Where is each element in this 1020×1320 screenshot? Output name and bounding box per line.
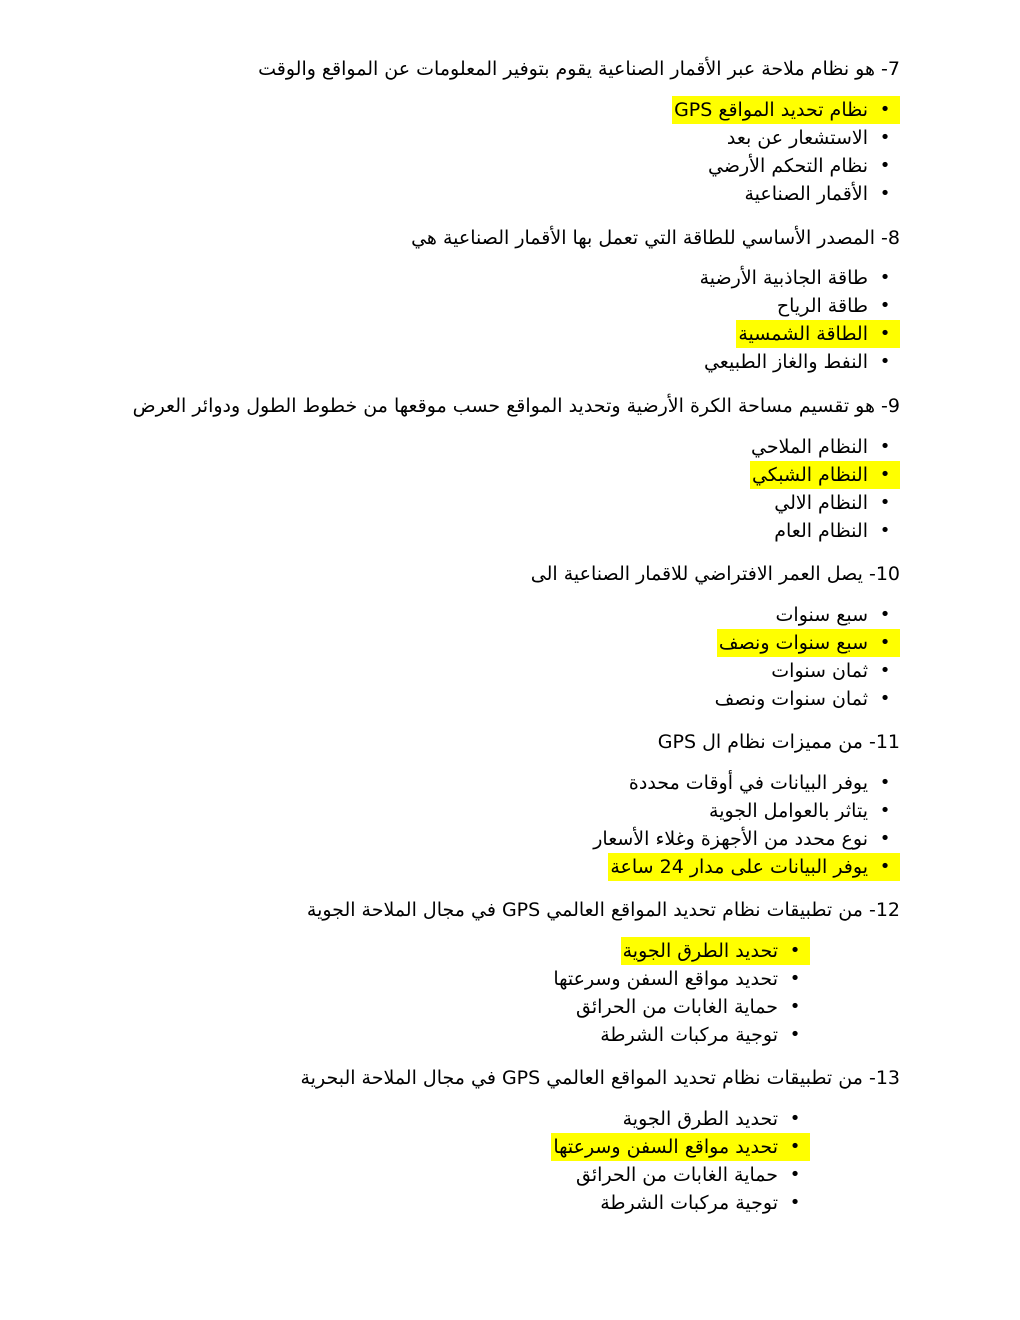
option-text: تحديد مواقع السفن وسرعتها bbox=[551, 1133, 780, 1161]
option-text: نظام تحديد المواقع GPS bbox=[672, 96, 870, 124]
options-list-10 bbox=[40, 601, 891, 713]
option-correct bbox=[40, 96, 891, 124]
option-text: توجية مركبات الشرطة bbox=[600, 1024, 778, 1046]
option-text: النفط والغاز الطبيعي bbox=[703, 351, 868, 373]
option-text: طاقة الرياح bbox=[776, 295, 868, 317]
bullet-icon: • bbox=[879, 660, 891, 681]
option bbox=[40, 348, 891, 376]
bullet-icon: • bbox=[879, 688, 891, 709]
question-number: 12- bbox=[868, 899, 900, 921]
bullet-icon: • bbox=[879, 604, 891, 625]
option bbox=[40, 433, 891, 461]
option bbox=[40, 993, 801, 1021]
option-text: الطاقة الشمسية bbox=[736, 320, 870, 348]
bullet-icon: • bbox=[879, 127, 891, 148]
option-text: يوفر البيانات في أوقات محددة bbox=[628, 772, 868, 794]
option-text: الأقمار الصناعية bbox=[744, 183, 868, 205]
option bbox=[40, 124, 891, 152]
bullet-icon: • bbox=[879, 267, 891, 288]
option-text: طاقة الجاذبية الأرضية bbox=[699, 267, 868, 289]
bullet-icon: • bbox=[780, 937, 810, 965]
question-number: 11- bbox=[868, 731, 900, 753]
question-number: 9- bbox=[881, 395, 900, 417]
bullet-icon: • bbox=[879, 183, 891, 204]
question-11 bbox=[40, 729, 900, 755]
bullet-icon: • bbox=[870, 629, 900, 657]
bullet-icon: • bbox=[789, 996, 801, 1017]
options-list-8 bbox=[40, 264, 891, 376]
option-text: حماية الغابات من الحرائق bbox=[576, 996, 778, 1018]
option-correct bbox=[40, 853, 891, 881]
bullet-icon: • bbox=[879, 772, 891, 793]
option-text: حماية الغابات من الحرائق bbox=[576, 1164, 778, 1186]
option bbox=[40, 180, 891, 208]
option bbox=[40, 292, 891, 320]
option-text: النظام الالي bbox=[774, 492, 868, 514]
option-text: نوع محدد من الأجهزة وغلاء الأسعار bbox=[593, 828, 868, 850]
bullet-icon: • bbox=[879, 436, 891, 457]
bullet-icon: • bbox=[789, 968, 801, 989]
option-text: سبع سنوات bbox=[775, 604, 868, 626]
option bbox=[40, 489, 891, 517]
options-list-13 bbox=[40, 1105, 801, 1217]
question-number: 8- bbox=[881, 227, 900, 249]
question-text: من تطبيقات نظام تحديد المواقع العالمي GPS في مجال الملاحة البحرية bbox=[300, 1067, 863, 1089]
bullet-icon: • bbox=[780, 1133, 810, 1161]
bullet-icon: • bbox=[879, 800, 891, 821]
bullet-icon: • bbox=[870, 853, 900, 881]
option-text: ثمان سنوات bbox=[771, 660, 868, 682]
question-text: يصل العمر الافتراضي للاقمار الصناعية الى bbox=[530, 563, 863, 585]
option-correct bbox=[40, 937, 801, 965]
option bbox=[40, 657, 891, 685]
option-text: يوفر البيانات على مدار 24 ساعة bbox=[608, 853, 870, 881]
bullet-icon: • bbox=[879, 492, 891, 513]
option bbox=[40, 769, 891, 797]
question-text: من مميزات نظام ال GPS bbox=[657, 731, 863, 753]
option-text: ثمان سنوات ونصف bbox=[714, 688, 868, 710]
option-correct bbox=[40, 1133, 801, 1161]
option-text: الاستشعار عن بعد bbox=[726, 127, 868, 149]
option-correct bbox=[40, 629, 891, 657]
option-text: نظام التحكم الأرضي bbox=[708, 155, 868, 177]
bullet-icon: • bbox=[879, 351, 891, 372]
bullet-icon: • bbox=[879, 828, 891, 849]
option-text: تحديد الطرق الجوية bbox=[622, 1108, 778, 1130]
bullet-icon: • bbox=[879, 520, 891, 541]
question-12 bbox=[40, 897, 900, 923]
bullet-icon: • bbox=[870, 96, 900, 124]
bullet-icon: • bbox=[879, 155, 891, 176]
question-number: 13- bbox=[868, 1067, 900, 1089]
option bbox=[40, 264, 891, 292]
option-text: النظام العام bbox=[774, 520, 868, 542]
option-text: تحديد الطرق الجوية bbox=[621, 937, 780, 965]
question-number: 10- bbox=[868, 563, 900, 585]
option-text: النظام الشبكي bbox=[750, 461, 870, 489]
options-list-11 bbox=[40, 769, 891, 881]
bullet-icon: • bbox=[789, 1164, 801, 1185]
option-text: توجية مركبات الشرطة bbox=[600, 1192, 778, 1214]
question-text: هو نظام ملاحة عبر الأقمار الصناعية يقوم بتوفير المعلومات عن المواقع والوقت bbox=[258, 58, 875, 80]
option bbox=[40, 601, 891, 629]
question-8 bbox=[40, 225, 900, 251]
question-9 bbox=[40, 393, 900, 419]
question-13 bbox=[40, 1065, 900, 1091]
option bbox=[40, 797, 891, 825]
option bbox=[40, 152, 891, 180]
option bbox=[40, 517, 891, 545]
option bbox=[40, 965, 801, 993]
bullet-icon: • bbox=[879, 295, 891, 316]
question-text: المصدر الأساسي للطاقة التي تعمل بها الأقمار الصناعية هي bbox=[411, 227, 875, 249]
option-text: سبع سنوات ونصف bbox=[717, 629, 870, 657]
option-text: تحديد مواقع السفن وسرعتها bbox=[553, 968, 778, 990]
question-10 bbox=[40, 561, 900, 587]
bullet-icon: • bbox=[870, 461, 900, 489]
option bbox=[40, 825, 891, 853]
option-text: يتاثر بالعوامل الجوية bbox=[709, 800, 868, 822]
bullet-icon: • bbox=[870, 320, 900, 348]
option bbox=[40, 685, 891, 713]
bullet-icon: • bbox=[789, 1108, 801, 1129]
option bbox=[40, 1189, 801, 1217]
options-list-12 bbox=[40, 937, 801, 1049]
question-number: 7- bbox=[881, 58, 900, 80]
bullet-icon: • bbox=[789, 1024, 801, 1045]
option-text: النظام الملاحي bbox=[751, 436, 868, 458]
option bbox=[40, 1021, 801, 1049]
option bbox=[40, 1161, 801, 1189]
bullet-icon: • bbox=[789, 1192, 801, 1213]
option bbox=[40, 1105, 801, 1133]
question-text: من تطبيقات نظام تحديد المواقع العالمي GPS في مجال الملاحة الجوية bbox=[306, 899, 863, 921]
option-correct bbox=[40, 320, 891, 348]
question-7 bbox=[40, 56, 900, 82]
option-correct bbox=[40, 461, 891, 489]
options-list-9 bbox=[40, 433, 891, 545]
options-list-7 bbox=[40, 96, 891, 208]
question-text: هو تقسيم مساحة الكرة الأرضية وتحديد المواقع حسب موقعها من خطوط الطول ودوائر العرض bbox=[132, 395, 875, 417]
